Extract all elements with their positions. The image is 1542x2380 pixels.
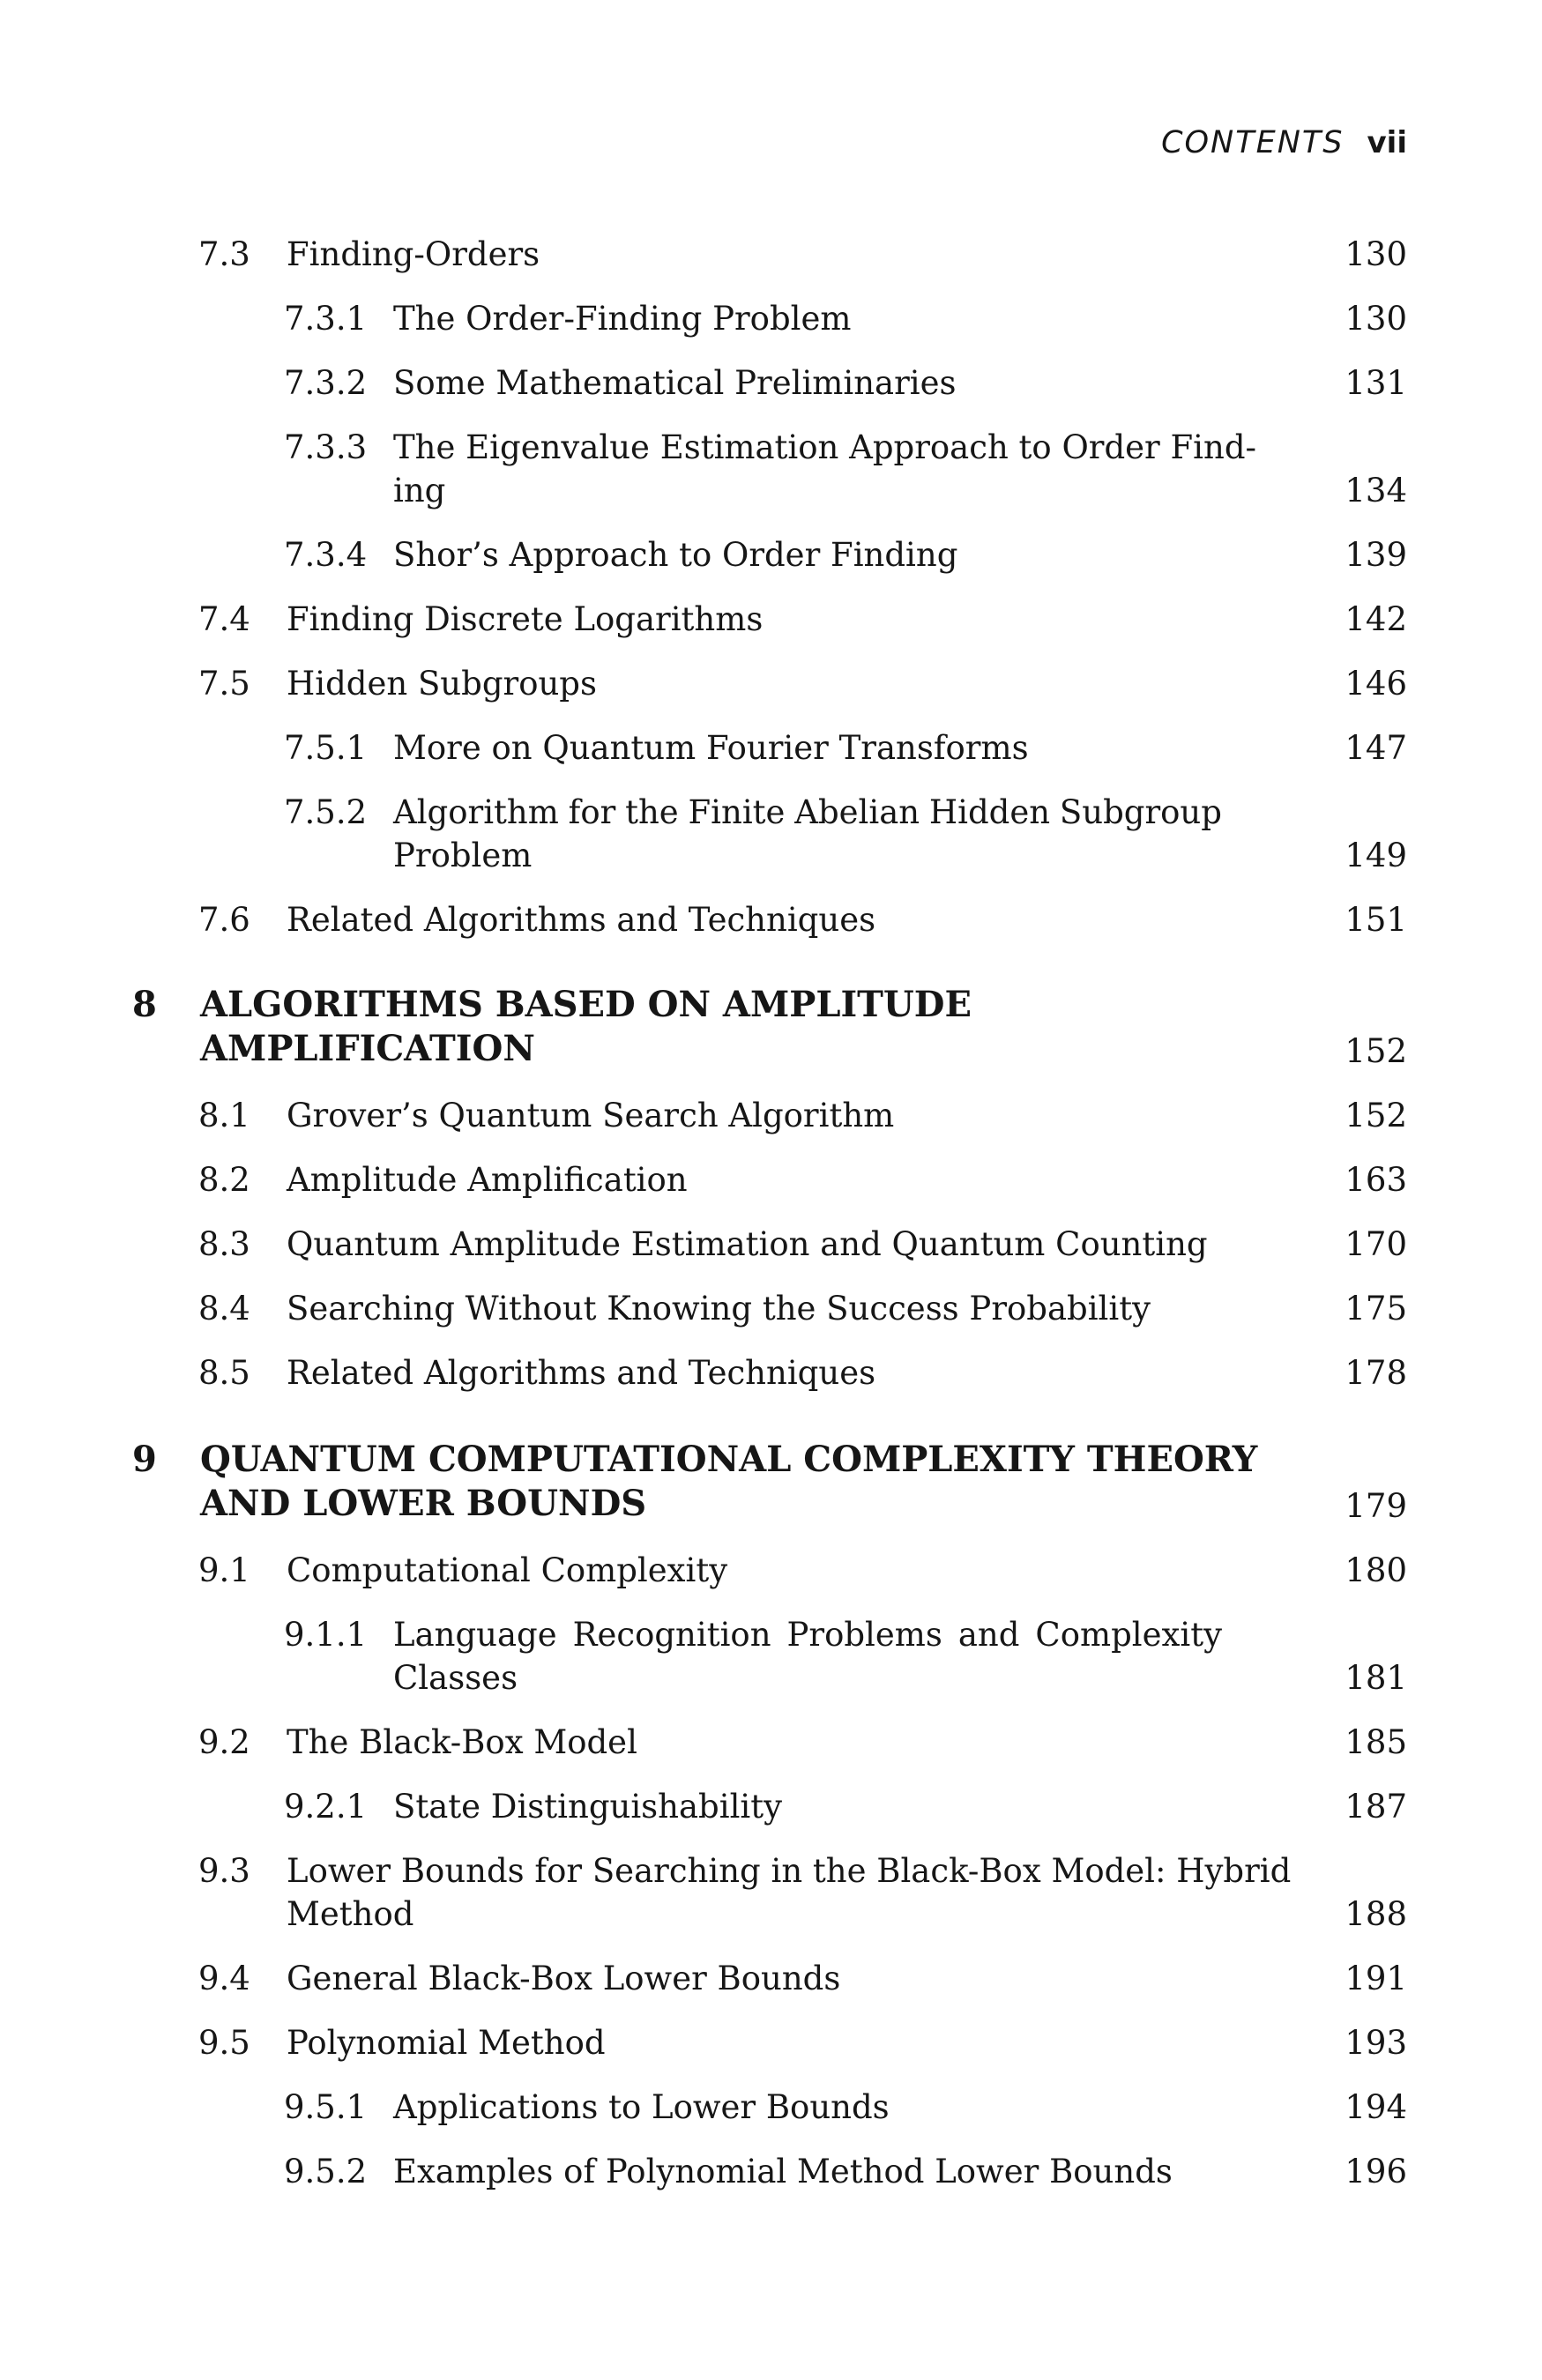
toc-entry-number: 8.2 (198, 1161, 250, 1199)
toc-page-number[interactable]: 196 (1345, 2153, 1407, 2190)
toc-entry-title[interactable]: Related Algorithms and Techniques (287, 1354, 876, 1392)
toc-entry-number: 9.4 (198, 1960, 250, 1997)
title-word: Finite (688, 793, 786, 831)
title-word: for (568, 793, 616, 831)
toc-page-number[interactable]: 131 (1345, 364, 1407, 402)
toc-page-number[interactable]: 191 (1345, 1960, 1407, 1997)
toc-page-number[interactable]: 181 (1345, 1659, 1407, 1697)
toc-entry-title[interactable]: Hidden Subgroups (287, 665, 597, 703)
toc-page-number[interactable]: 130 (1345, 300, 1407, 338)
toc-entry-number: 9.1 (198, 1551, 250, 1589)
toc-page-number[interactable]: 139 (1345, 536, 1407, 574)
toc-page-number[interactable]: 151 (1345, 901, 1407, 939)
toc-entry-title[interactable]: Related Algorithms and Techniques (287, 901, 876, 939)
chapter-number: 9 (132, 1439, 157, 1480)
page-number: vii (1367, 125, 1407, 160)
toc-entry-number: 9.1.1 (284, 1616, 368, 1654)
toc-entry-title-continued[interactable]: Problem (393, 837, 533, 874)
toc-entry-number: 9.5.2 (284, 2153, 368, 2190)
toc-page-number[interactable]: 152 (1345, 1032, 1407, 1070)
toc-page-number[interactable]: 134 (1345, 472, 1407, 509)
toc-entry-title-continued[interactable]: ing (393, 472, 446, 509)
toc-entry-title[interactable]: Finding-Orders (287, 235, 540, 273)
title-word: and (957, 1616, 1020, 1654)
toc-page-number[interactable]: 170 (1345, 1225, 1407, 1263)
toc-entry-title-continued[interactable]: Classes (393, 1659, 518, 1697)
toc-entry-title[interactable]: Examples of Polynomial Method Lower Bounds (393, 2153, 1173, 2190)
title-word: Abelian (794, 793, 920, 831)
toc-page-number[interactable]: 130 (1345, 235, 1407, 273)
toc-page-number[interactable]: 187 (1345, 1788, 1407, 1826)
toc-entry-title[interactable]: More on Quantum Fourier Transforms (393, 729, 1029, 767)
toc-entry-title[interactable]: Finding Discrete Logarithms (287, 600, 764, 638)
toc-entry-number: 7.3 (198, 235, 250, 273)
toc-entry-title[interactable]: Polynomial Method (287, 2024, 606, 2062)
toc-entry-title-continued[interactable]: Method (287, 1895, 414, 1933)
toc-entry-title[interactable]: Lower Bounds for Searching in the Black-Box Model: Hybrid (287, 1852, 1292, 1890)
toc-entry-number: 7.5 (198, 665, 250, 703)
toc-entry-number: 8.4 (198, 1290, 250, 1328)
toc-entry-number: 9.2.1 (284, 1788, 368, 1826)
toc-entry-number: 7.3.1 (284, 300, 368, 338)
toc-page-number[interactable]: 180 (1345, 1551, 1407, 1589)
toc-entry-title[interactable]: Shor’s Approach to Order Finding (393, 536, 958, 574)
toc-page-number[interactable]: 152 (1345, 1097, 1407, 1134)
running-header-label: CONTENTS (1161, 125, 1345, 160)
title-word: Hidden (928, 793, 1051, 831)
chapter-number: 8 (132, 984, 157, 1025)
toc-entry-title[interactable]: Amplitude Amplification (287, 1161, 688, 1199)
toc-page-number[interactable]: 188 (1345, 1895, 1407, 1933)
title-word: Language (393, 1616, 557, 1654)
toc-entry-number: 7.3.4 (284, 536, 368, 574)
title-word: the (625, 793, 679, 831)
toc-entry-number: 7.5.2 (284, 793, 368, 831)
toc-entry-title[interactable]: General Black-Box Lower Bounds (287, 1960, 841, 1997)
toc-page-number[interactable]: 175 (1345, 1290, 1407, 1328)
toc-entry-number: 7.3.3 (284, 428, 368, 466)
toc-entry-title[interactable]: Computational Complexity (287, 1551, 728, 1589)
toc-entry-title[interactable] (393, 793, 1222, 831)
toc-page-number[interactable]: 146 (1345, 665, 1407, 703)
toc-entry-title[interactable]: State Distinguishability (393, 1788, 783, 1826)
title-word: Algorithm (393, 793, 559, 831)
title-word: Recognition (572, 1616, 771, 1654)
toc-entry-title[interactable]: The Order-Finding Problem (393, 300, 852, 338)
toc-page-number[interactable]: 163 (1345, 1161, 1407, 1199)
toc-page-number[interactable]: 142 (1345, 600, 1407, 638)
toc-entry-number: 8.3 (198, 1225, 250, 1263)
toc-entry-number: 7.3.2 (284, 364, 368, 402)
toc-page-number[interactable]: 193 (1345, 2024, 1407, 2062)
running-header (0, 125, 1407, 160)
toc-entry-title[interactable]: Grover’s Quantum Search Algorithm (287, 1097, 895, 1134)
toc-page-number[interactable]: 147 (1345, 729, 1407, 767)
toc-entry-number: 8.5 (198, 1354, 250, 1392)
toc-entry-title[interactable]: Some Mathematical Preliminaries (393, 364, 957, 402)
toc-entry-title[interactable]: Searching Without Knowing the Success Probability (287, 1290, 1151, 1328)
toc-entry-number: 7.4 (198, 600, 250, 638)
toc-entry-number: 7.5.1 (284, 729, 368, 767)
title-word: Complexity (1035, 1616, 1222, 1654)
toc-entry-number: 9.2 (198, 1723, 250, 1761)
chapter-title-continued[interactable]: AND LOWER BOUNDS (200, 1483, 647, 1524)
toc-entry-number: 7.6 (198, 901, 250, 939)
toc-entry-number: 9.5.1 (284, 2088, 368, 2126)
toc-page-number[interactable]: 149 (1345, 837, 1407, 874)
toc-page-number[interactable]: 178 (1345, 1354, 1407, 1392)
toc-entry-title[interactable]: The Black-Box Model (287, 1723, 637, 1761)
toc-entry-number: 9.3 (198, 1852, 250, 1890)
toc-entry-title[interactable]: Applications to Lower Bounds (393, 2088, 890, 2126)
toc-page-number[interactable]: 194 (1345, 2088, 1407, 2126)
chapter-title-continued[interactable]: AMPLIFICATION (200, 1028, 535, 1069)
toc-entry-number: 8.1 (198, 1097, 250, 1134)
toc-entry-number: 9.5 (198, 2024, 250, 2062)
toc-entry-title[interactable]: The Eigenvalue Estimation Approach to Order Find- (393, 428, 1257, 466)
toc-entry-title[interactable] (393, 1616, 1222, 1654)
toc-entry-title[interactable]: Quantum Amplitude Estimation and Quantum Counting (287, 1225, 1208, 1263)
title-word: Problems (786, 1616, 942, 1654)
toc-page-number[interactable]: 179 (1345, 1487, 1407, 1525)
chapter-title[interactable]: QUANTUM COMPUTATIONAL COMPLEXITY THEORY (200, 1439, 1258, 1480)
toc-page-number[interactable]: 185 (1345, 1723, 1407, 1761)
title-word: Subgroup (1059, 793, 1222, 831)
chapter-title[interactable]: ALGORITHMS BASED ON AMPLITUDE (200, 984, 972, 1025)
